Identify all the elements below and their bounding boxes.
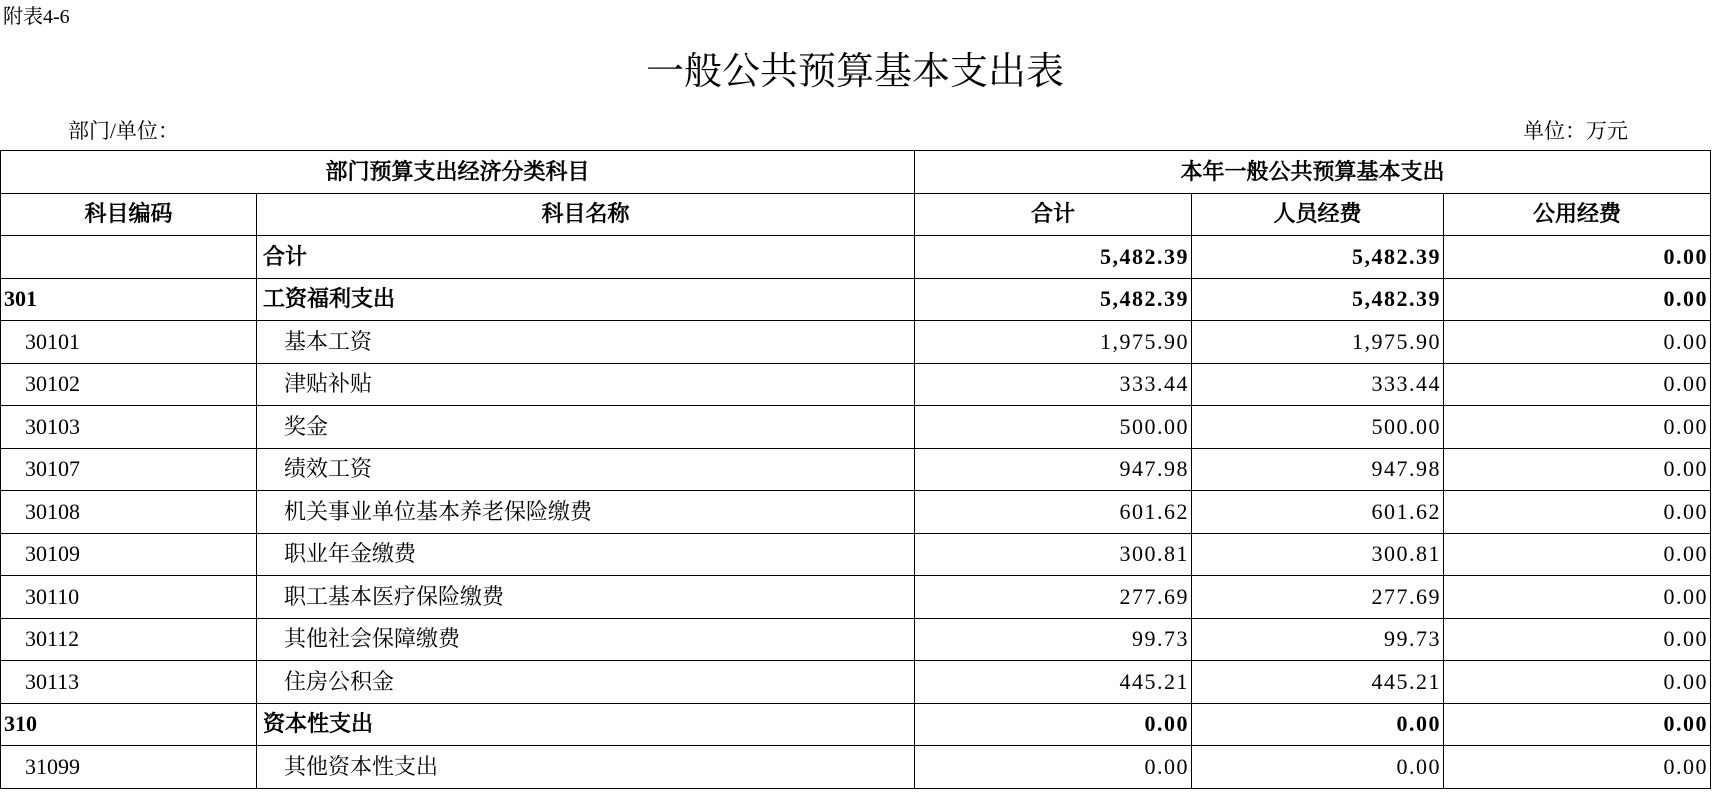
- personnel-cell: 0.00: [1192, 703, 1444, 746]
- column-header-total: 合计: [915, 193, 1192, 236]
- name-cell: 基本工资: [257, 321, 915, 364]
- total-cell: 601.62: [915, 491, 1192, 534]
- name-cell: 工资福利支出: [257, 278, 915, 321]
- table-header: [1, 151, 1711, 236]
- public-cell: 0.00: [1444, 661, 1711, 704]
- code-cell: 30102: [1, 363, 257, 406]
- personnel-cell: 99.73: [1192, 618, 1444, 661]
- name-cell: 职业年金缴费: [257, 533, 915, 576]
- total-cell: 0.00: [915, 746, 1192, 789]
- personnel-cell: 0.00: [1192, 746, 1444, 789]
- public-cell: 0.00: [1444, 448, 1711, 491]
- personnel-cell: 300.81: [1192, 533, 1444, 576]
- total-cell: 5,482.39: [915, 236, 1192, 279]
- total-cell: 300.81: [915, 533, 1192, 576]
- total-cell: 445.21: [915, 661, 1192, 704]
- table-row: [1, 491, 1711, 534]
- group-header-row: [1, 151, 1711, 194]
- public-cell: 0.00: [1444, 533, 1711, 576]
- table-row: [1, 363, 1711, 406]
- personnel-cell: 601.62: [1192, 491, 1444, 534]
- public-cell: 0.00: [1444, 236, 1711, 279]
- unit-label: 单位：万元: [1523, 119, 1628, 143]
- name-cell: 职工基本医疗保险缴费: [257, 576, 915, 619]
- name-cell: 资本性支出: [257, 703, 915, 746]
- column-header-row: [1, 193, 1711, 236]
- personnel-cell: 277.69: [1192, 576, 1444, 619]
- name-cell: 津贴补贴: [257, 363, 915, 406]
- code-cell: 30110: [1, 576, 257, 619]
- code-cell: 30107: [1, 448, 257, 491]
- personnel-cell: 500.00: [1192, 406, 1444, 449]
- table-row: [1, 661, 1711, 704]
- code-cell: 30103: [1, 406, 257, 449]
- total-cell: 277.69: [915, 576, 1192, 619]
- total-cell: 947.98: [915, 448, 1192, 491]
- public-cell: 0.00: [1444, 406, 1711, 449]
- code-cell: 30101: [1, 321, 257, 364]
- name-cell: 住房公积金: [257, 661, 915, 704]
- code-cell: 30113: [1, 661, 257, 704]
- table-row-grand-total: [1, 236, 1711, 279]
- table-body: [1, 236, 1711, 789]
- personnel-cell: 947.98: [1192, 448, 1444, 491]
- public-cell: 0.00: [1444, 576, 1711, 619]
- name-cell: 其他资本性支出: [257, 746, 915, 789]
- public-cell: 0.00: [1444, 278, 1711, 321]
- code-cell: 30112: [1, 618, 257, 661]
- department-label: 部门/单位：: [68, 119, 179, 143]
- table-row: [1, 406, 1711, 449]
- name-cell: 绩效工资: [257, 448, 915, 491]
- code-cell: [1, 236, 257, 279]
- public-cell: 0.00: [1444, 618, 1711, 661]
- total-cell: 500.00: [915, 406, 1192, 449]
- name-cell: 合计: [257, 236, 915, 279]
- column-header-code: 科目编码: [1, 193, 257, 236]
- total-cell: 1,975.90: [915, 321, 1192, 364]
- code-cell: 301: [1, 278, 257, 321]
- table-row: [1, 448, 1711, 491]
- total-cell: 5,482.39: [915, 278, 1192, 321]
- public-cell: 0.00: [1444, 321, 1711, 364]
- group-header-current-year: 本年一般公共预算基本支出: [915, 151, 1711, 194]
- public-cell: 0.00: [1444, 491, 1711, 534]
- table-row: [1, 576, 1711, 619]
- name-cell: 机关事业单位基本养老保险缴费: [257, 491, 915, 534]
- table-row: [1, 321, 1711, 364]
- table-row: [1, 533, 1711, 576]
- annex-label: 附表4-6: [3, 6, 70, 28]
- personnel-cell: 1,975.90: [1192, 321, 1444, 364]
- table-row-category: [1, 703, 1711, 746]
- column-header-public: 公用经费: [1444, 193, 1711, 236]
- total-cell: 333.44: [915, 363, 1192, 406]
- page-title: 一般公共预算基本支出表: [645, 51, 1064, 93]
- table-row: [1, 746, 1711, 789]
- column-header-personnel: 人员经费: [1192, 193, 1444, 236]
- name-cell: 其他社会保障缴费: [257, 618, 915, 661]
- column-header-name: 科目名称: [257, 193, 915, 236]
- personnel-cell: 5,482.39: [1192, 278, 1444, 321]
- code-cell: 30109: [1, 533, 257, 576]
- table-row-category: [1, 278, 1711, 321]
- code-cell: 31099: [1, 746, 257, 789]
- code-cell: 30108: [1, 491, 257, 534]
- public-cell: 0.00: [1444, 746, 1711, 789]
- personnel-cell: 445.21: [1192, 661, 1444, 704]
- personnel-cell: 5,482.39: [1192, 236, 1444, 279]
- personnel-cell: 333.44: [1192, 363, 1444, 406]
- budget-table: [0, 150, 1711, 789]
- code-cell: 310: [1, 703, 257, 746]
- public-cell: 0.00: [1444, 703, 1711, 746]
- name-cell: 奖金: [257, 406, 915, 449]
- group-header-classification: 部门预算支出经济分类科目: [1, 151, 915, 194]
- public-cell: 0.00: [1444, 363, 1711, 406]
- total-cell: 0.00: [915, 703, 1192, 746]
- table-row: [1, 618, 1711, 661]
- total-cell: 99.73: [915, 618, 1192, 661]
